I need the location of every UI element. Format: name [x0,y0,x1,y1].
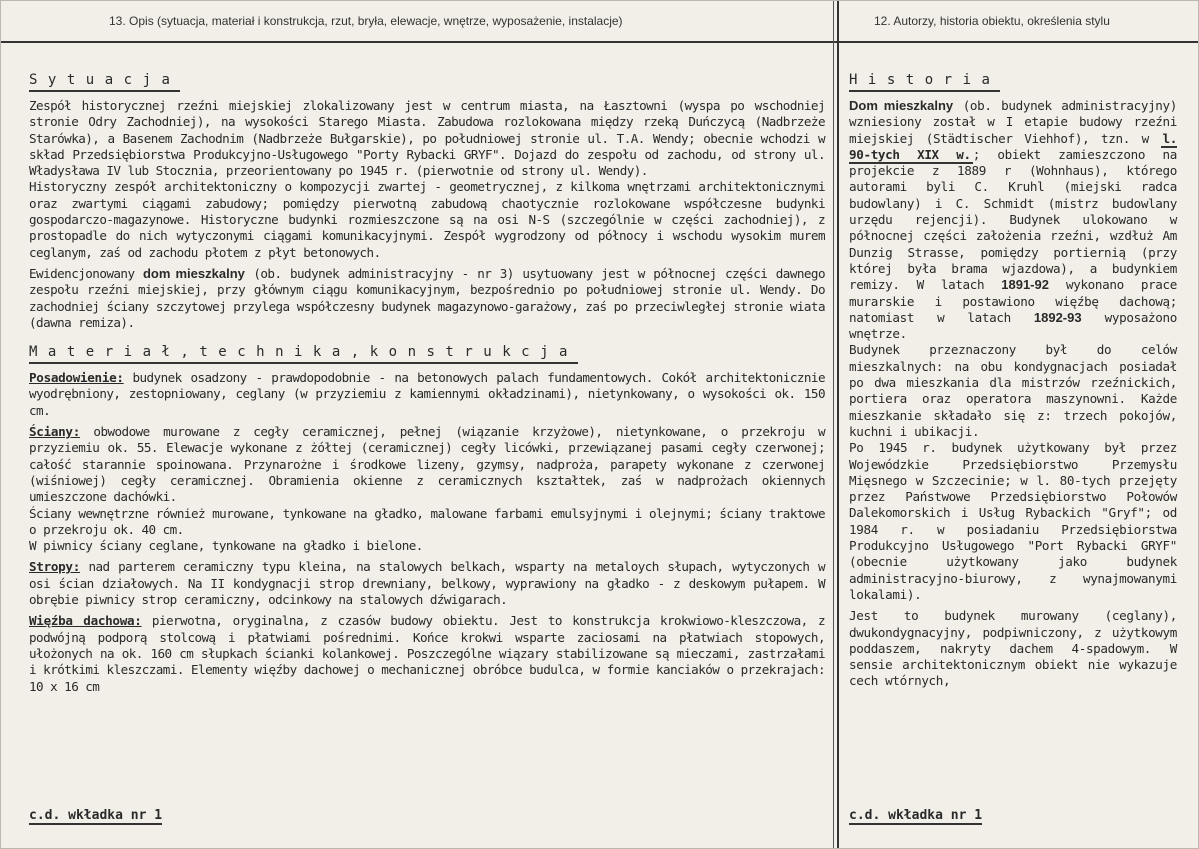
paragraph-history-construction [849,98,1177,342]
text-segment: ; obiekt zamieszczono na projekcie z 1889 r (Wohnhaus), którego autorami byli C. Kruhl (miejski radca budowlany) i C. Schmidt (mistrz budowlany urzędu rejencji). Budynek ulokowano w północnej części założenia rzeźni, wzdłuż Am Dunzig Strasse, pomiędzy portiernią (przy której była brama wjazdowa), a budynkiem remizy. W latach [849,146,1177,293]
paragraph-roof-truss [29,613,825,694]
date-highlight: l. 90-tych XIX w. [849,130,1177,162]
building-name: Dom mieszkalny [849,98,954,113]
label-foundation: Posadowienie: [29,370,124,386]
text-segment: pierwotna, oryginalna, z czasów budowy obiektu. Jest to konstrukcja krokwiowo-kleszczowa, z podwójną podporą stolcową i płatwiami pośrednimi. Końce krokwi wsparte zaciosami na płatwiach stopowych, ułożonych na ok. 160 cm słupkach ścianki kolankowej. Poszczególne wiązary stabilizowane są mieczami, zastrzałami i krótkimi kleszczami. Elementy więźby dachowej o mechanicznej obróbce budulca, w formie kanciaków o przekrajach: 10 x 16 cm [29,613,826,694]
paragraph-situation-composition: Historyczny zespół architektoniczny o kompozycji zwartej - geometrycznej, z kilkoma wnętrzami architektonicznymi oraz zwartymi ciągami zabudowy; pomiędzy pierwotną zabudową chaotycznie rozlokowane współczesne budynki gospodarczo-magazynowe. Historyczne budynki rozmieszczone są na osi N-S (szczególnie w części zachodniej), z prostopadle do nich wytyczonymi ciągami komunikacyjnymi. Zespół wygrodzony od północy i wschodu wysokim murem ceglanym, zaś od zachodu płotem z płyt betonowych. [29,179,825,260]
column-divider-thin [833,1,834,848]
header-divider [1,41,1198,43]
header-description-section: 13. Opis (sytuacja, materiał i konstrukcja, rzut, bryła, elewacje, wnętrze, wyposażenie, instalacje) [109,14,623,28]
paragraph-walls [29,424,825,505]
text-segment: nad parterem ceramiczny typu kleina, na stalowych belkach, wsparty na metaloych słupach, wytyczonych w osi ścian działowych. Na II kondygnacji strop drewniany, belkowy, wyprawiony na gładko - z deskowym pułapem. W obrębie piwnicy strop ceramiczny, odcinkowy na stalowych dźwigarach. [29,559,825,608]
label-roof-truss: Więźba dachowa: [29,613,142,629]
text-segment: wykonano prace murarskie i postawiono więźbę dachową; natomiast w latach [849,277,1178,325]
paragraph-history-purpose: Budynek przeznaczony był do celów mieszkalnych: na obu kondygnacjach posiadał po dwa mieszkania dla mistrzów rzeźnickich, portiera oraz operatora maszynowni. Każde mieszkanie składało się z: trzech pokojów, kuchni i ubikacji. [849,342,1177,439]
paragraph-situation-location: Zespół historycznej rzeźni miejskiej zlokalizowany jest w centrum miasta, na Łasztowni (wyspa po wschodniej stronie Odry Zachodniej), na wysokości Starego Miasta. Zabudowa rozlokowana między rzeką Duńczycą (Nadbrzeże Starówka), a Basenem Zachodnim (Nadbrzeże Bułgarskie), po południowej stronie ul. T.A. Wendy; obecnie wchodzi w skład Przedsiębiorstwa Produkcyjno-Usługowego "Porty Rybacki GRYF". Dojazd do zespołu od zachodu, od strony ul. Władysława IV lub Stocznia, przeorientowany po 1945 r. (pierwotnie od strony ul. Wendy). [29,98,825,179]
text-segment: Ewidencjonowany [29,265,143,281]
text-segment: (ob. budynek administracyjny - nr 3) usytuowany jest w północnej części dawnego zespołu rzeźni miejskiej, przy głównym ciągu komunikacyjnym, bezpośrednio po południowej stronie ul. Wendy. Do zachodniej ściany szczytowej przylega współczesny budynek magazynowo-garażowy, zaś po przeciwległej stronie wiata (dawna remiza). [29,265,825,330]
building-name: dom mieszkalny [142,265,245,281]
year-range: 1891-92 [1001,277,1049,293]
text-segment: obwodowe murowane z cegły ceramicznej, pełnej (wiązanie krzyżowe), nietynkowane, o przekroju w przyziemiu ok. 55. Elewacje wykonane z żółtej (ceramicznej) cegły licówki, przewiązanej pasami cegły czerwonej; całość starannie spoinowana. Przynarożne i środkowe lizeny, gzymsy, nadproża, parapety wykonane z czerwonej (wiśniowej) cegły ceramicznej. Obramienia okienne z ceramicznych kształtek, zaś w nadprożach okiennych umieszczone dachówki. [29,424,825,505]
description-column [29,69,825,695]
header-history-section: 12. Autorzy, historia obiektu, określenia stylu [874,14,1110,28]
paragraph-history-post-war: Po 1945 r. budynek użytkowany był przez Wojewódzkie Przedsiębiorstwo Przemysłu Mięsnego w Szczecinie; w l. 80-tych przejęty przez Państwowe Przedsiębiorstwo Połowów Dalekomorskich i Usług Rybackich "Gryf"; od 1984 r. w posiadaniu Przedsiębiorstwa Produkcyjno Usługowego "Port Rybacki GRYF" (obecnie użytkowany jako budynek administracyjno-biurowy, z wynajmowanymi lokalami). [849,440,1177,602]
paragraph-foundation [29,370,825,419]
year-range: 1892-93 [1033,309,1082,325]
label-ceilings: Stropy: [29,559,80,575]
paragraph-inner-walls: Ściany wewnętrzne również murowane, tynkowane na gładko, malowane farbami emulsyjnymi i olejnymi; ściany traktowe o przekroju ok. 40 cm. [29,505,825,537]
paragraph-ceilings [29,559,825,608]
paragraph-basement-walls: W piwnicy ściany ceglane, tynkowane na gładko i bielone. [29,538,423,554]
paragraph-history-form: Jest to budynek murowany (ceglany), dwukondygnacyjny, podpiwniczony, z użytkowym poddaszem, nakryty dachem 4-spadowym. W sensie architektonicznym obiekt nie wykazuje cech wtórnych, [849,608,1177,689]
text-segment: (ob. budynek administracyjny) wzniesiony został w I etapie budowy rzeźni miejskiej (Städtischer Viehhof), tzn. w [849,98,1178,146]
column-divider [837,1,839,848]
text-segment: wyposażono wnętrze. [849,309,1177,342]
label-walls: Ściany: [29,424,80,440]
section-title-material: Materiał,technika,konstrukcja [29,343,578,364]
section-title-sytuacja: Sytuacja [29,71,180,92]
section-title-historia: Historia [849,71,1000,92]
continuation-note-left: c.d. wkładka nr 1 [29,808,163,823]
continuation-note-right: c.d. wkładka nr 1 [849,808,983,823]
paragraph-registered-building [29,266,825,331]
history-column [849,69,1177,690]
text-segment: budynek osadzony - prawdopodobnie - na betonowych palach fundamentowych. Cokół architektonicznie wyodrębniony, zestopniowany, ceglany (w przyziemiu z kamiennymi okładzinami), nietynkowany, o wysokości ok. 150 cm. [29,370,825,418]
